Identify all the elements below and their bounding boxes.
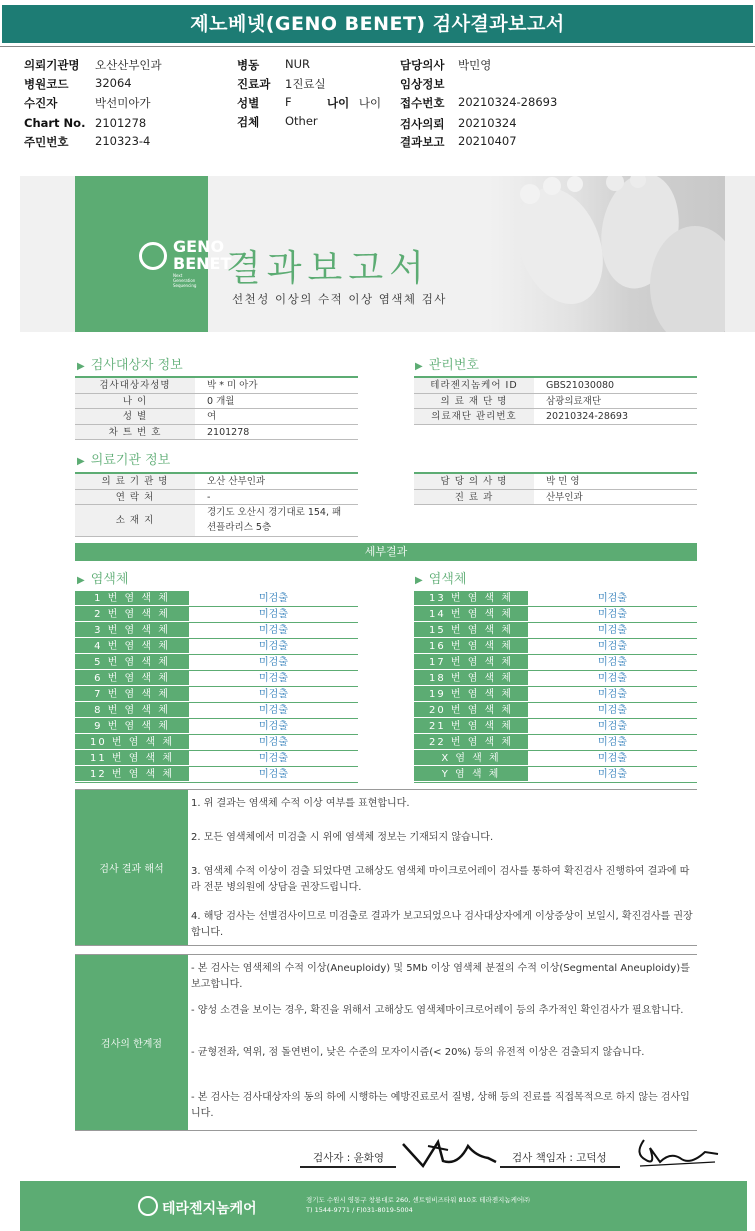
header-field — [24, 57, 162, 73]
chromosome-name: 4 번 염 색 체 — [75, 639, 189, 654]
limitations-item-2: - 양성 소견을 보이는 경우, 확진을 위해서 고해상도 염색체마이크로어레이 등의 추가적인 확인검사가 필요합니다. — [191, 1005, 684, 1016]
table-row — [75, 474, 358, 490]
manager-underline — [500, 1166, 620, 1168]
chromosome-name: 3 번 염 색 체 — [75, 623, 189, 638]
chromosome-table-left — [75, 591, 358, 783]
chromosome-name: 21 번 염 색 체 — [414, 719, 528, 734]
header-field — [237, 95, 292, 111]
header-field-value: 박민영 — [458, 58, 492, 72]
chromosome-name: 20 번 염 색 체 — [414, 703, 528, 718]
chromosome-row — [75, 639, 358, 655]
chromosome-row — [75, 751, 358, 767]
age-label: 나이 — [327, 96, 350, 110]
chromosome-result: 미검출 — [598, 753, 627, 764]
header-field — [24, 134, 151, 150]
row-value: 박 민 영 — [546, 476, 580, 487]
chromosome-row — [414, 767, 697, 783]
row-value: 오산 산부인과 — [207, 476, 266, 487]
row-key: 담 당 의 사 명 — [414, 474, 534, 489]
chromosome-result: 미검출 — [598, 593, 627, 604]
table-row — [414, 474, 697, 490]
chromosome-result: 미검출 — [259, 721, 288, 732]
row-key: 테라젠지놈케어 ID — [414, 378, 534, 393]
row-key: 의 료 기 관 명 — [75, 474, 195, 489]
manager-signature-image — [630, 1134, 720, 1174]
chromosome-row — [414, 687, 697, 703]
chromosome-name: 5 번 염 색 체 — [75, 655, 189, 670]
header-field — [400, 116, 517, 132]
clinic-info-table-right — [414, 472, 697, 505]
chromosome-result: 미검출 — [598, 721, 627, 732]
table-row — [75, 425, 358, 441]
header-field-label: 병동 — [237, 58, 260, 72]
interpretation-item-3: 3. 염색체 수적 이상이 검출 되었다면 고해상도 염색체 마이크로어레이 검사를 통하여 확진검사 진행하여 결과에 따라 전문 병의원에 상담을 권장드립니다. — [191, 866, 690, 893]
header-field-label: 의뢰기관명 — [24, 58, 80, 72]
chromosome-row — [75, 591, 358, 607]
row-value — [195, 505, 341, 536]
chromosome-result: 미검출 — [259, 673, 288, 684]
header-field — [24, 116, 147, 130]
row-value: 2101278 — [207, 426, 250, 438]
chromosome-result: 미검출 — [598, 657, 627, 668]
header-field-label: 담당의사 — [400, 58, 445, 72]
mgmt-section-title — [415, 354, 479, 373]
hero-logo-block — [75, 176, 232, 332]
header-field-label: Chart No. — [24, 116, 86, 130]
chrom-right-title-text: 염색체 — [428, 572, 467, 587]
header-field-label: 병원코드 — [24, 77, 69, 91]
header-field-value: 20210324 — [458, 116, 517, 130]
row-value-line1: 경기도 오산시 경기대로 154, 패 — [207, 507, 342, 518]
header-field-value: 210323-4 — [95, 134, 151, 148]
chromosome-name: Y 염 색 체 — [414, 767, 528, 782]
chromosome-result: 미검출 — [259, 657, 288, 668]
age-value: 나이 — [358, 96, 382, 110]
chromosome-name: 8 번 염 색 체 — [75, 703, 189, 718]
chromosome-result: 미검출 — [259, 625, 288, 636]
table-row — [75, 490, 358, 506]
interpretation-item-4: 4. 해당 검사는 선별검사이므로 미검출로 결과가 보고되었으나 검사대상자에게 이상증상이 보일시, 확진검사를 권장합니다. — [191, 911, 693, 938]
table-row — [75, 378, 358, 394]
limitations-label: 검사의 한계점 — [75, 955, 188, 1130]
header-field-value: 20210407 — [458, 134, 517, 148]
footer-contact: T) 1544-9771 / F)031-8019-5004 — [306, 1206, 413, 1214]
hero-subheading: 선천성 이상의 수적 이상 염색체 검사 — [232, 292, 447, 306]
header-field — [24, 95, 151, 111]
footer-bar — [20, 1181, 747, 1231]
row-key: 진 료 과 — [414, 490, 534, 505]
row-key: 의 료 재 단 명 — [414, 394, 534, 409]
chromosome-row — [75, 607, 358, 623]
detail-results-bar: 세부결과 — [75, 543, 697, 561]
chromosome-name: 14 번 염 색 체 — [414, 607, 528, 622]
chromosome-result: 미검출 — [598, 641, 627, 652]
chromosome-result: 미검출 — [598, 609, 627, 620]
manager-signature-label: 검사 책임자 : 고덕성 — [512, 1152, 607, 1164]
chromosome-result: 미검출 — [598, 705, 627, 716]
header-field-label: 수진자 — [24, 96, 58, 110]
report-title: 제노베넷(GENO BENET) 검사결과보고서 — [2, 5, 753, 43]
row-key: 나 이 — [75, 394, 195, 409]
header-field — [400, 134, 517, 150]
chromosome-result: 미검출 — [598, 769, 627, 780]
chromosome-name: 9 번 염 색 체 — [75, 719, 189, 734]
chromosome-result: 미검출 — [259, 641, 288, 652]
header-field — [237, 57, 311, 73]
chromosome-row — [75, 719, 358, 735]
table-row — [414, 490, 697, 506]
header-field-label: 검체 — [237, 115, 260, 129]
chromosome-name: 6 번 염 색 체 — [75, 671, 189, 686]
table-row — [414, 394, 697, 410]
header-field-label: 임상정보 — [400, 77, 445, 91]
arrow-right-icon: ▶ — [415, 575, 423, 586]
chromosome-result: 미검출 — [598, 673, 627, 684]
table-row — [75, 409, 358, 425]
chromosome-result: 미검출 — [259, 705, 288, 716]
row-value: 0 개월 — [207, 395, 235, 407]
chromosome-result: 미검출 — [598, 689, 627, 700]
arrow-right-icon: ▶ — [77, 456, 85, 467]
footer-brand: 테라젠지놈케어 — [162, 1201, 257, 1217]
clinic-section-title — [77, 449, 170, 468]
table-row — [75, 394, 358, 410]
chromosome-result: 미검출 — [259, 737, 288, 748]
interpretation-section — [75, 789, 697, 946]
limitations-item-1: - 본 검사는 염색체의 수적 이상(Aneuploidy) 및 5Mb 이상 염색체 분절의 수적 이상(Segmental Aneuploidy)를 보고합니다. — [191, 963, 690, 990]
hero-banner — [20, 176, 725, 332]
chromosome-result: 미검출 — [259, 753, 288, 764]
row-value: 박 * 미 아가 — [207, 380, 258, 391]
tester-underline — [300, 1166, 396, 1168]
header-field-value: F — [285, 95, 292, 109]
chromosome-result: 미검출 — [598, 737, 627, 748]
footer-address: 경기도 수원시 영통구 창룡대로 260, 센트럴비즈타워 810호 테라젠지놈케어㈜ — [306, 1196, 530, 1204]
subject-title-text: 검사대상자 정보 — [90, 358, 183, 373]
chromosome-row — [414, 655, 697, 671]
row-value: 20210324-28693 — [546, 411, 629, 422]
chromosome-row — [414, 639, 697, 655]
chromosome-row — [414, 703, 697, 719]
chromosome-row — [75, 687, 358, 703]
logo-g-icon — [139, 242, 167, 270]
row-value: 여 — [207, 411, 217, 422]
header-field-value: 1진료실 — [285, 77, 326, 91]
row-key: 의료재단 관리번호 — [414, 409, 534, 424]
chromosome-name: 16 번 염 색 체 — [414, 639, 528, 654]
table-row — [414, 378, 697, 394]
interpretation-item-1: 1. 위 결과는 염색체 수적 이상 여부를 표현합니다. — [191, 798, 410, 809]
chromosome-result: 미검출 — [259, 769, 288, 780]
chromosome-row — [414, 607, 697, 623]
row-key: 차 트 번 호 — [75, 425, 195, 440]
header-field-value: 32064 — [95, 76, 132, 90]
chromosome-result: 미검출 — [259, 689, 288, 700]
header-field-label: 결과보고 — [400, 135, 445, 149]
chromosome-row — [75, 671, 358, 687]
clinic-info-table — [75, 472, 358, 537]
header-field-label: 성별 — [237, 96, 260, 110]
header-field — [400, 76, 444, 92]
header-field-label: 주민번호 — [24, 135, 69, 149]
report-titlebar — [0, 0, 755, 47]
chromosome-name: 13 번 염 색 체 — [414, 591, 528, 606]
chromosome-result: 미검출 — [259, 609, 288, 620]
footer-logo-icon — [138, 1196, 158, 1216]
chromosome-row — [414, 591, 697, 607]
row-key: 연 락 처 — [75, 490, 195, 505]
chromosome-name: 12 번 염 색 체 — [75, 767, 189, 782]
chromosome-result: 미검출 — [598, 625, 627, 636]
chromosome-row — [414, 719, 697, 735]
tester-signature-label: 검사자 : 윤화영 — [313, 1152, 385, 1164]
limitations-item-4: - 본 검사는 검사대상자의 동의 하에 시행하는 예방진료로서 질병, 상해 등의 진료를 직접목적으로 하지 않는 검사입니다. — [191, 1092, 690, 1119]
chromosome-row — [414, 735, 697, 751]
arrow-right-icon: ▶ — [77, 575, 85, 586]
limitations-section — [75, 954, 697, 1131]
header-field-value: Other — [285, 114, 318, 128]
chromosome-name: 1 번 염 색 체 — [75, 591, 189, 606]
chromosome-name: 22 번 염 색 체 — [414, 735, 528, 750]
header-field-value: 2101278 — [95, 116, 147, 130]
header-field-value: 오산산부인과 — [95, 58, 162, 72]
row-key: 검사대상자성명 — [75, 378, 195, 393]
subject-info-table — [75, 376, 358, 440]
header-field-label: 진료과 — [237, 77, 271, 91]
arrow-right-icon: ▶ — [415, 361, 423, 372]
header-field-label: 검사의뢰 — [400, 117, 445, 131]
chromosome-name: 11 번 염 색 체 — [75, 751, 189, 766]
chromosome-row — [414, 623, 697, 639]
chromosome-result: 미검출 — [259, 593, 288, 604]
chromosome-name: 7 번 염 색 체 — [75, 687, 189, 702]
interpretation-item-2: 2. 모든 염색체에서 미검출 시 위에 염색체 정보는 기재되지 않습니다. — [191, 832, 494, 843]
logo-tagline: Next Generation Sequencing — [173, 273, 197, 288]
header-field — [400, 57, 492, 73]
chromosome-name: 10 번 염 색 체 — [75, 735, 189, 750]
row-value: 산부인과 — [546, 491, 583, 503]
clinic-title-text: 의료기관 정보 — [90, 453, 171, 468]
header-field-value: NUR — [285, 57, 311, 71]
header-field-value: 20210324-28693 — [458, 95, 558, 109]
row-value: 삼광의료재단 — [546, 395, 602, 407]
arrow-right-icon: ▶ — [77, 361, 85, 372]
header-field — [237, 114, 318, 130]
baby-feet-image — [490, 176, 725, 332]
mgmt-info-table — [414, 376, 697, 425]
chromosome-row — [75, 655, 358, 671]
row-value-line2: 션플라리스 5층 — [207, 522, 272, 533]
row-key: 성 별 — [75, 409, 195, 424]
footer-address-block — [306, 1195, 530, 1215]
chromosome-row — [75, 767, 358, 783]
header-field — [400, 95, 558, 111]
row-value: - — [207, 491, 211, 503]
logo-text-line2: BENET — [173, 254, 232, 273]
limitations-item-3: - 균형전좌, 역위, 점 돌연변이, 낮은 수준의 모자이시즘(< 20%) 등의 유전적 이상은 검출되지 않습니다. — [191, 1047, 645, 1058]
chrom-left-title — [77, 568, 128, 587]
chromosome-table-right — [414, 591, 697, 783]
table-row — [414, 409, 697, 425]
chromosome-name: 19 번 염 색 체 — [414, 687, 528, 702]
mgmt-title-text: 관리번호 — [428, 358, 479, 373]
chromosome-row — [75, 623, 358, 639]
age-field — [327, 95, 381, 111]
chrom-right-title — [415, 568, 466, 587]
chromosome-name: 15 번 염 색 체 — [414, 623, 528, 638]
header-field — [237, 76, 326, 92]
row-key: 소 재 지 — [75, 505, 195, 536]
chromosome-row — [414, 751, 697, 767]
chromosome-name: X 염 색 체 — [414, 751, 528, 766]
hero-right-strip — [725, 176, 755, 332]
chromosome-row — [414, 671, 697, 687]
chromosome-row — [75, 703, 358, 719]
header-field-value: 박선미아가 — [95, 96, 151, 110]
chromosome-name: 17 번 염 색 체 — [414, 655, 528, 670]
logo-text-line1: GENO — [173, 237, 225, 256]
chromosome-name: 18 번 염 색 체 — [414, 671, 528, 686]
header-field-label: 접수번호 — [400, 96, 445, 110]
chrom-left-title-text: 염색체 — [90, 572, 129, 587]
hero-heading: 결과보고서 — [226, 248, 430, 289]
table-row — [75, 505, 358, 537]
interpretation-label: 검사 결과 해석 — [75, 790, 188, 945]
chromosome-row — [75, 735, 358, 751]
subject-section-title — [77, 354, 183, 373]
chromosome-name: 2 번 염 색 체 — [75, 607, 189, 622]
row-value: GBS21030080 — [546, 380, 615, 391]
tester-signature-image — [398, 1136, 498, 1176]
header-field — [24, 76, 132, 92]
